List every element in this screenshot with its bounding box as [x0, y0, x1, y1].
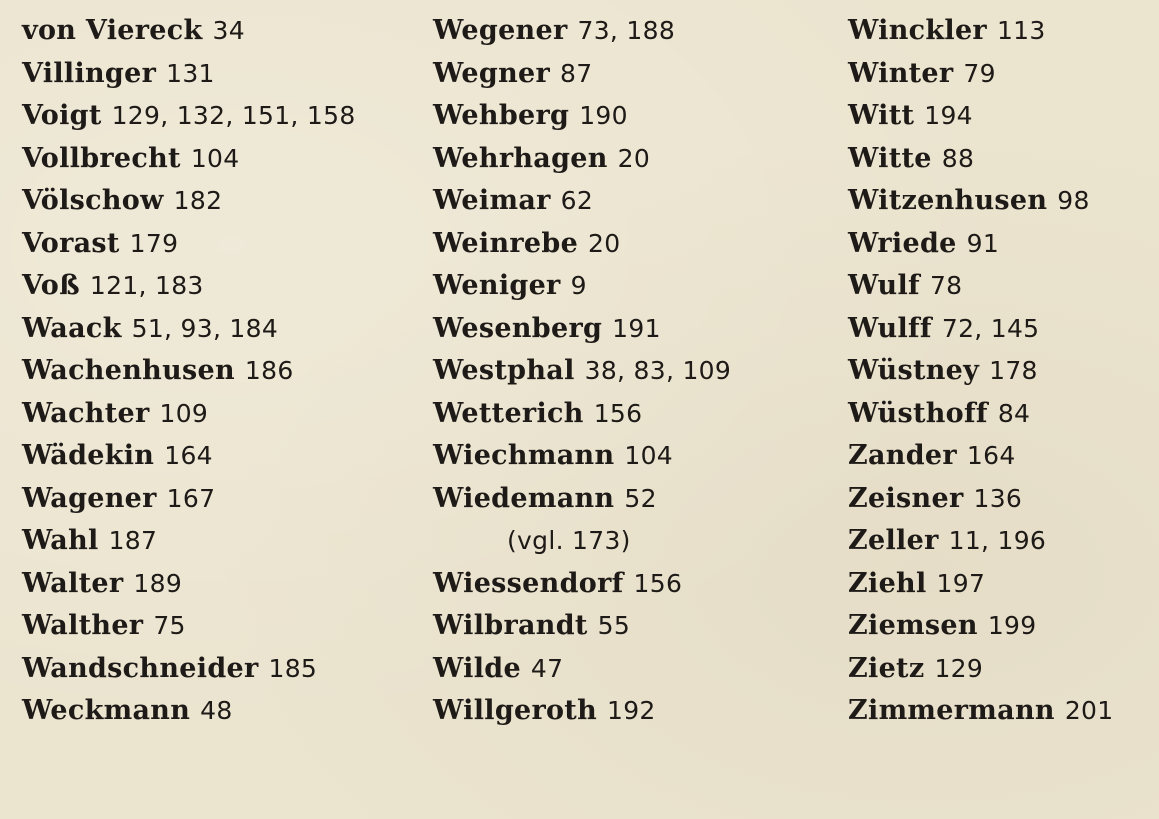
entry-page-numbers: 55 [597, 611, 631, 640]
entry-page-numbers: 20 [617, 143, 651, 173]
index-entry [848, 180, 1153, 223]
index-entry [848, 563, 1153, 606]
index-entry [22, 265, 422, 308]
entry-page-numbers: 51, 93, 184 [131, 313, 279, 343]
entry-page-numbers: 20 [588, 228, 621, 258]
index-entry [433, 648, 838, 691]
index-entry [433, 393, 838, 436]
index-entry [848, 435, 1153, 478]
entry-page-numbers: 113 [996, 16, 1046, 45]
entry-surname: Wehrhagen [433, 142, 608, 174]
entry-page-numbers: 48 [200, 696, 233, 725]
index-entry [22, 648, 422, 691]
index-entry [433, 478, 838, 521]
entry-page-numbers: 98 [1057, 186, 1090, 215]
index-entry [848, 690, 1153, 733]
entry-surname: Wahl [22, 525, 99, 556]
entry-surname: Wetterich [433, 397, 584, 429]
index-entry [433, 563, 838, 606]
entry-surname: Weckmann [22, 695, 191, 726]
entry-surname: Vorast [22, 227, 120, 259]
index-entry [22, 478, 422, 521]
index-column-2 [433, 10, 838, 733]
entry-surname: Villinger [22, 57, 157, 89]
entry-surname: Zeller [848, 525, 939, 556]
entry-surname: Walther [22, 610, 144, 641]
entry-page-numbers: 192 [607, 696, 656, 725]
entry-surname: Walter [22, 567, 124, 599]
entry-surname: Westphal [433, 355, 575, 386]
index-entry [433, 308, 838, 351]
entry-page-numbers: 52 [624, 483, 657, 513]
entry-page-numbers: 164 [966, 441, 1016, 470]
entry-page-numbers: 187 [108, 526, 158, 555]
entry-page-numbers: 156 [593, 398, 643, 428]
entry-surname: Ziehl [848, 567, 927, 599]
index-entry [848, 648, 1153, 691]
entry-surname: Wegener [433, 15, 568, 46]
index-entry [848, 265, 1153, 308]
entry-page-numbers: 136 [973, 483, 1023, 513]
entry-page-numbers: 129 [934, 653, 984, 683]
entry-surname: Wiechmann [433, 440, 615, 471]
entry-page-numbers: (vgl. 173) [507, 526, 631, 555]
entry-page-numbers: 62 [560, 186, 594, 215]
index-entry [433, 520, 838, 563]
entry-page-numbers: 9 [570, 271, 587, 300]
entry-page-numbers: 201 [1064, 696, 1114, 725]
index-entry [433, 605, 838, 648]
entry-page-numbers: 199 [987, 611, 1037, 640]
entry-page-numbers: 109 [159, 398, 209, 428]
entry-surname: Witt [848, 100, 915, 131]
index-entry [22, 435, 422, 478]
entry-page-numbers: 38, 83, 109 [584, 356, 732, 385]
entry-surname: Wulf [848, 270, 920, 301]
index-entry [22, 53, 422, 96]
entry-surname: Winckler [848, 15, 987, 46]
index-entry [433, 95, 838, 138]
index-entry [848, 520, 1153, 563]
entry-page-numbers: 182 [173, 186, 223, 215]
entry-page-numbers: 167 [166, 483, 216, 513]
entry-page-numbers: 104 [190, 143, 240, 173]
index-entry [22, 520, 422, 563]
index-column-1 [22, 10, 422, 733]
index-entry [433, 690, 838, 733]
entry-surname: Witzenhusen [848, 185, 1048, 216]
entry-page-numbers: 156 [633, 568, 683, 598]
entry-page-numbers: 91 [966, 228, 1000, 258]
entry-page-numbers: 11, 196 [948, 526, 1047, 555]
entry-surname: Wiedemann [433, 482, 615, 514]
index-entry [22, 393, 422, 436]
index-entry [433, 138, 838, 181]
entry-page-numbers: 47 [530, 653, 564, 683]
entry-page-numbers: 164 [164, 441, 213, 470]
entry-surname: Wandschneider [22, 652, 259, 684]
entry-surname: Wriede [848, 227, 957, 259]
index-entry [22, 350, 422, 393]
entry-page-numbers: 194 [924, 101, 973, 130]
entry-surname: Wesenberg [433, 312, 603, 344]
entry-surname: Wiessendorf [433, 567, 624, 599]
entry-surname: Wagener [22, 482, 157, 514]
index-entry [848, 53, 1153, 96]
entry-surname: Voigt [22, 100, 102, 131]
entry-surname: Weinrebe [433, 227, 579, 259]
entry-page-numbers: 72, 145 [941, 313, 1040, 343]
entry-page-numbers: 190 [579, 101, 628, 130]
entry-page-numbers: 191 [612, 313, 661, 343]
entry-surname: Wilbrandt [433, 610, 588, 641]
entry-surname: Zimmermann [848, 695, 1055, 726]
entry-page-numbers: 179 [129, 228, 179, 258]
entry-surname: Willgeroth [433, 695, 598, 726]
entry-surname: Weimar [433, 185, 551, 216]
entry-page-numbers: 84 [997, 398, 1031, 428]
entry-surname: Wulff [848, 312, 932, 344]
index-entry [848, 478, 1153, 521]
entry-page-numbers: 121, 183 [89, 271, 204, 300]
entry-page-numbers: 79 [963, 58, 996, 88]
entry-surname: von Viereck [22, 15, 203, 46]
entry-page-numbers: 131 [166, 58, 215, 88]
entry-page-numbers: 197 [936, 568, 986, 598]
index-entry [22, 138, 422, 181]
index-entry [22, 95, 422, 138]
entry-surname: Ziemsen [848, 610, 978, 641]
entry-page-numbers: 73, 188 [577, 16, 676, 45]
entry-page-numbers: 88 [941, 143, 975, 173]
index-entry [22, 605, 422, 648]
index-entry [22, 223, 422, 266]
entry-surname: Zeisner [848, 482, 964, 514]
entry-page-numbers: 178 [989, 356, 1038, 385]
index-entry [848, 138, 1153, 181]
index-entry [22, 180, 422, 223]
entry-surname: Wüstney [848, 355, 980, 386]
index-entry [848, 223, 1153, 266]
entry-page-numbers: 186 [244, 356, 294, 385]
entry-page-numbers: 189 [133, 568, 183, 598]
index-entry [848, 308, 1153, 351]
entry-surname: Wilde [433, 652, 521, 684]
index-entry [433, 223, 838, 266]
index-column-3 [848, 10, 1153, 733]
entry-surname: Wachter [22, 397, 150, 429]
index-entry [848, 605, 1153, 648]
entry-surname: Vollbrecht [22, 142, 181, 174]
entry-page-numbers: 104 [624, 441, 674, 470]
entry-surname: Wädekin [22, 440, 155, 471]
index-entry [848, 95, 1153, 138]
index-entry [433, 350, 838, 393]
entry-surname: Wüsthoff [848, 397, 988, 429]
index-entry [22, 563, 422, 606]
entry-page-numbers: 75 [153, 611, 186, 640]
entry-surname: Weniger [433, 270, 561, 301]
entry-surname: Wachenhusen [22, 355, 235, 386]
index-entry [433, 53, 838, 96]
index-entry [848, 10, 1153, 53]
entry-page-numbers: 34 [212, 16, 245, 45]
index-entry [22, 308, 422, 351]
entry-surname: Wegner [433, 57, 551, 89]
index-entry [433, 435, 838, 478]
index-entry [433, 10, 838, 53]
entry-surname: Zietz [848, 652, 925, 684]
index-entry [848, 393, 1153, 436]
entry-surname: Winter [848, 57, 954, 89]
entry-page-numbers: 78 [929, 271, 963, 300]
index-entry [22, 690, 422, 733]
entry-surname: Völschow [22, 185, 164, 216]
entry-page-numbers: 129, 132, 151, 158 [111, 101, 356, 130]
entry-page-numbers: 185 [268, 653, 318, 683]
entry-surname: Wehberg [433, 100, 570, 131]
index-entry [433, 180, 838, 223]
index-entry [433, 265, 838, 308]
index-entry [22, 10, 422, 53]
entry-surname: Voß [22, 270, 80, 301]
entry-surname: Zander [848, 440, 957, 471]
entry-surname: Waack [22, 312, 122, 344]
entry-surname: Witte [848, 142, 932, 174]
entry-page-numbers: 87 [560, 58, 593, 88]
index-entry [848, 350, 1153, 393]
